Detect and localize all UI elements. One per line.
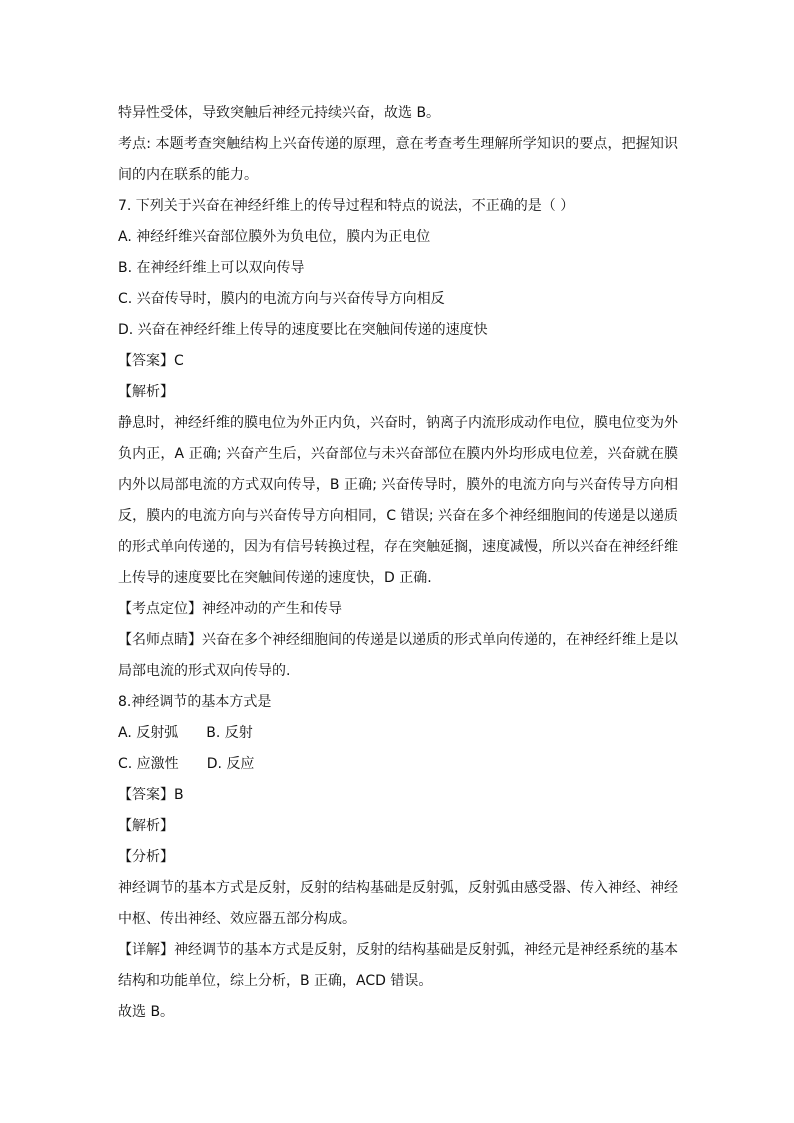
kaodian-note: 考点: 本题考查突触结构上兴奋传递的原理，意在考查考生理解所学知识的要点，把握知识间的内在联系的能力。: [118, 136, 678, 183]
question-7-answer: 【答案】C: [118, 353, 184, 369]
question-8-stem: 8.神经调节的基本方式是: [118, 694, 272, 710]
question-8-answer: 【答案】B: [118, 787, 184, 803]
question-7-option-a: A. 神经纤维兴奋部位膜外为负电位，膜内为正电位: [118, 229, 431, 245]
question-7-kaodian-dingwei: 【考点定位】神经冲动的产生和传导: [118, 601, 342, 617]
question-7-option-b: B. 在神经纤维上可以双向传导: [118, 260, 305, 276]
question-7-stem: 7. 下列关于兴奋在神经纤维上的传导过程和特点的说法，不正确的是（ ）: [118, 198, 575, 214]
question-8-fenxi-label: 【分析】: [118, 849, 174, 865]
question-8-option-c: C. 应激性: [118, 756, 179, 772]
question-8-option-a: A. 反射弧: [118, 725, 179, 741]
question-8-options-row-1: [118, 718, 678, 749]
question-8-fenxi: 神经调节的基本方式是反射，反射的结构基础是反射弧，反射弧由感受器、传入神经、神经中枢、传出神经、效应器五部分构成。: [118, 880, 678, 927]
paragraph-text: 特异性受体，导致突触后神经元持续兴奋，故选 B。: [118, 105, 441, 121]
document-page: [118, 98, 678, 1028]
question-8-conclusion: 故选 B。: [118, 1004, 175, 1020]
question-7-mingshi: 【名师点睛】兴奋在多个神经细胞间的传递是以递质的形式单向传递的，在神经纤维上是以局部电流的形式双向传导的.: [118, 632, 678, 679]
question-8-options-row-2: [118, 749, 678, 780]
question-8-option-b: B. 反射: [206, 725, 253, 741]
question-7-option-d: D. 兴奋在神经纤维上传导的速度要比在突触间传递的速度快: [118, 322, 488, 338]
question-8-analysis-label: 【解析】: [118, 818, 174, 834]
question-7-option-c: C. 兴奋传导时，膜内的电流方向与兴奋传导方向相反: [118, 291, 445, 307]
question-7-analysis: 静息时，神经纤维的膜电位为外正内负，兴奋时，钠离子内流形成动作电位，膜电位变为外负内正，A 正确; 兴奋产生后，兴奋部位与未兴奋部位在膜内外均形成电位差，兴奋就在膜内外以局部电流的方式双向传导，B 正确; 兴奋传导时，膜外的电流方向与兴奋传导方向相反，膜内的电流方向与兴奋传导方向相同，C 错误; 兴奋在多个神经细胞间的传递是以递质的形式单向传递的，因为有信号转换过程，存在突触延搁，速度减慢，所以兴奋在神经纤维上传导的速度要比在突触间传递的速度快，D 正确.: [118, 415, 678, 586]
question-8-xiangjie: 【详解】神经调节的基本方式是反射，反射的结构基础是反射弧，神经元是神经系统的基本结构和功能单位，综上分析，B 正确，ACD 错误。: [118, 942, 678, 989]
question-7-analysis-label: 【解析】: [118, 384, 174, 400]
question-8-option-d: D. 反应: [206, 756, 255, 772]
